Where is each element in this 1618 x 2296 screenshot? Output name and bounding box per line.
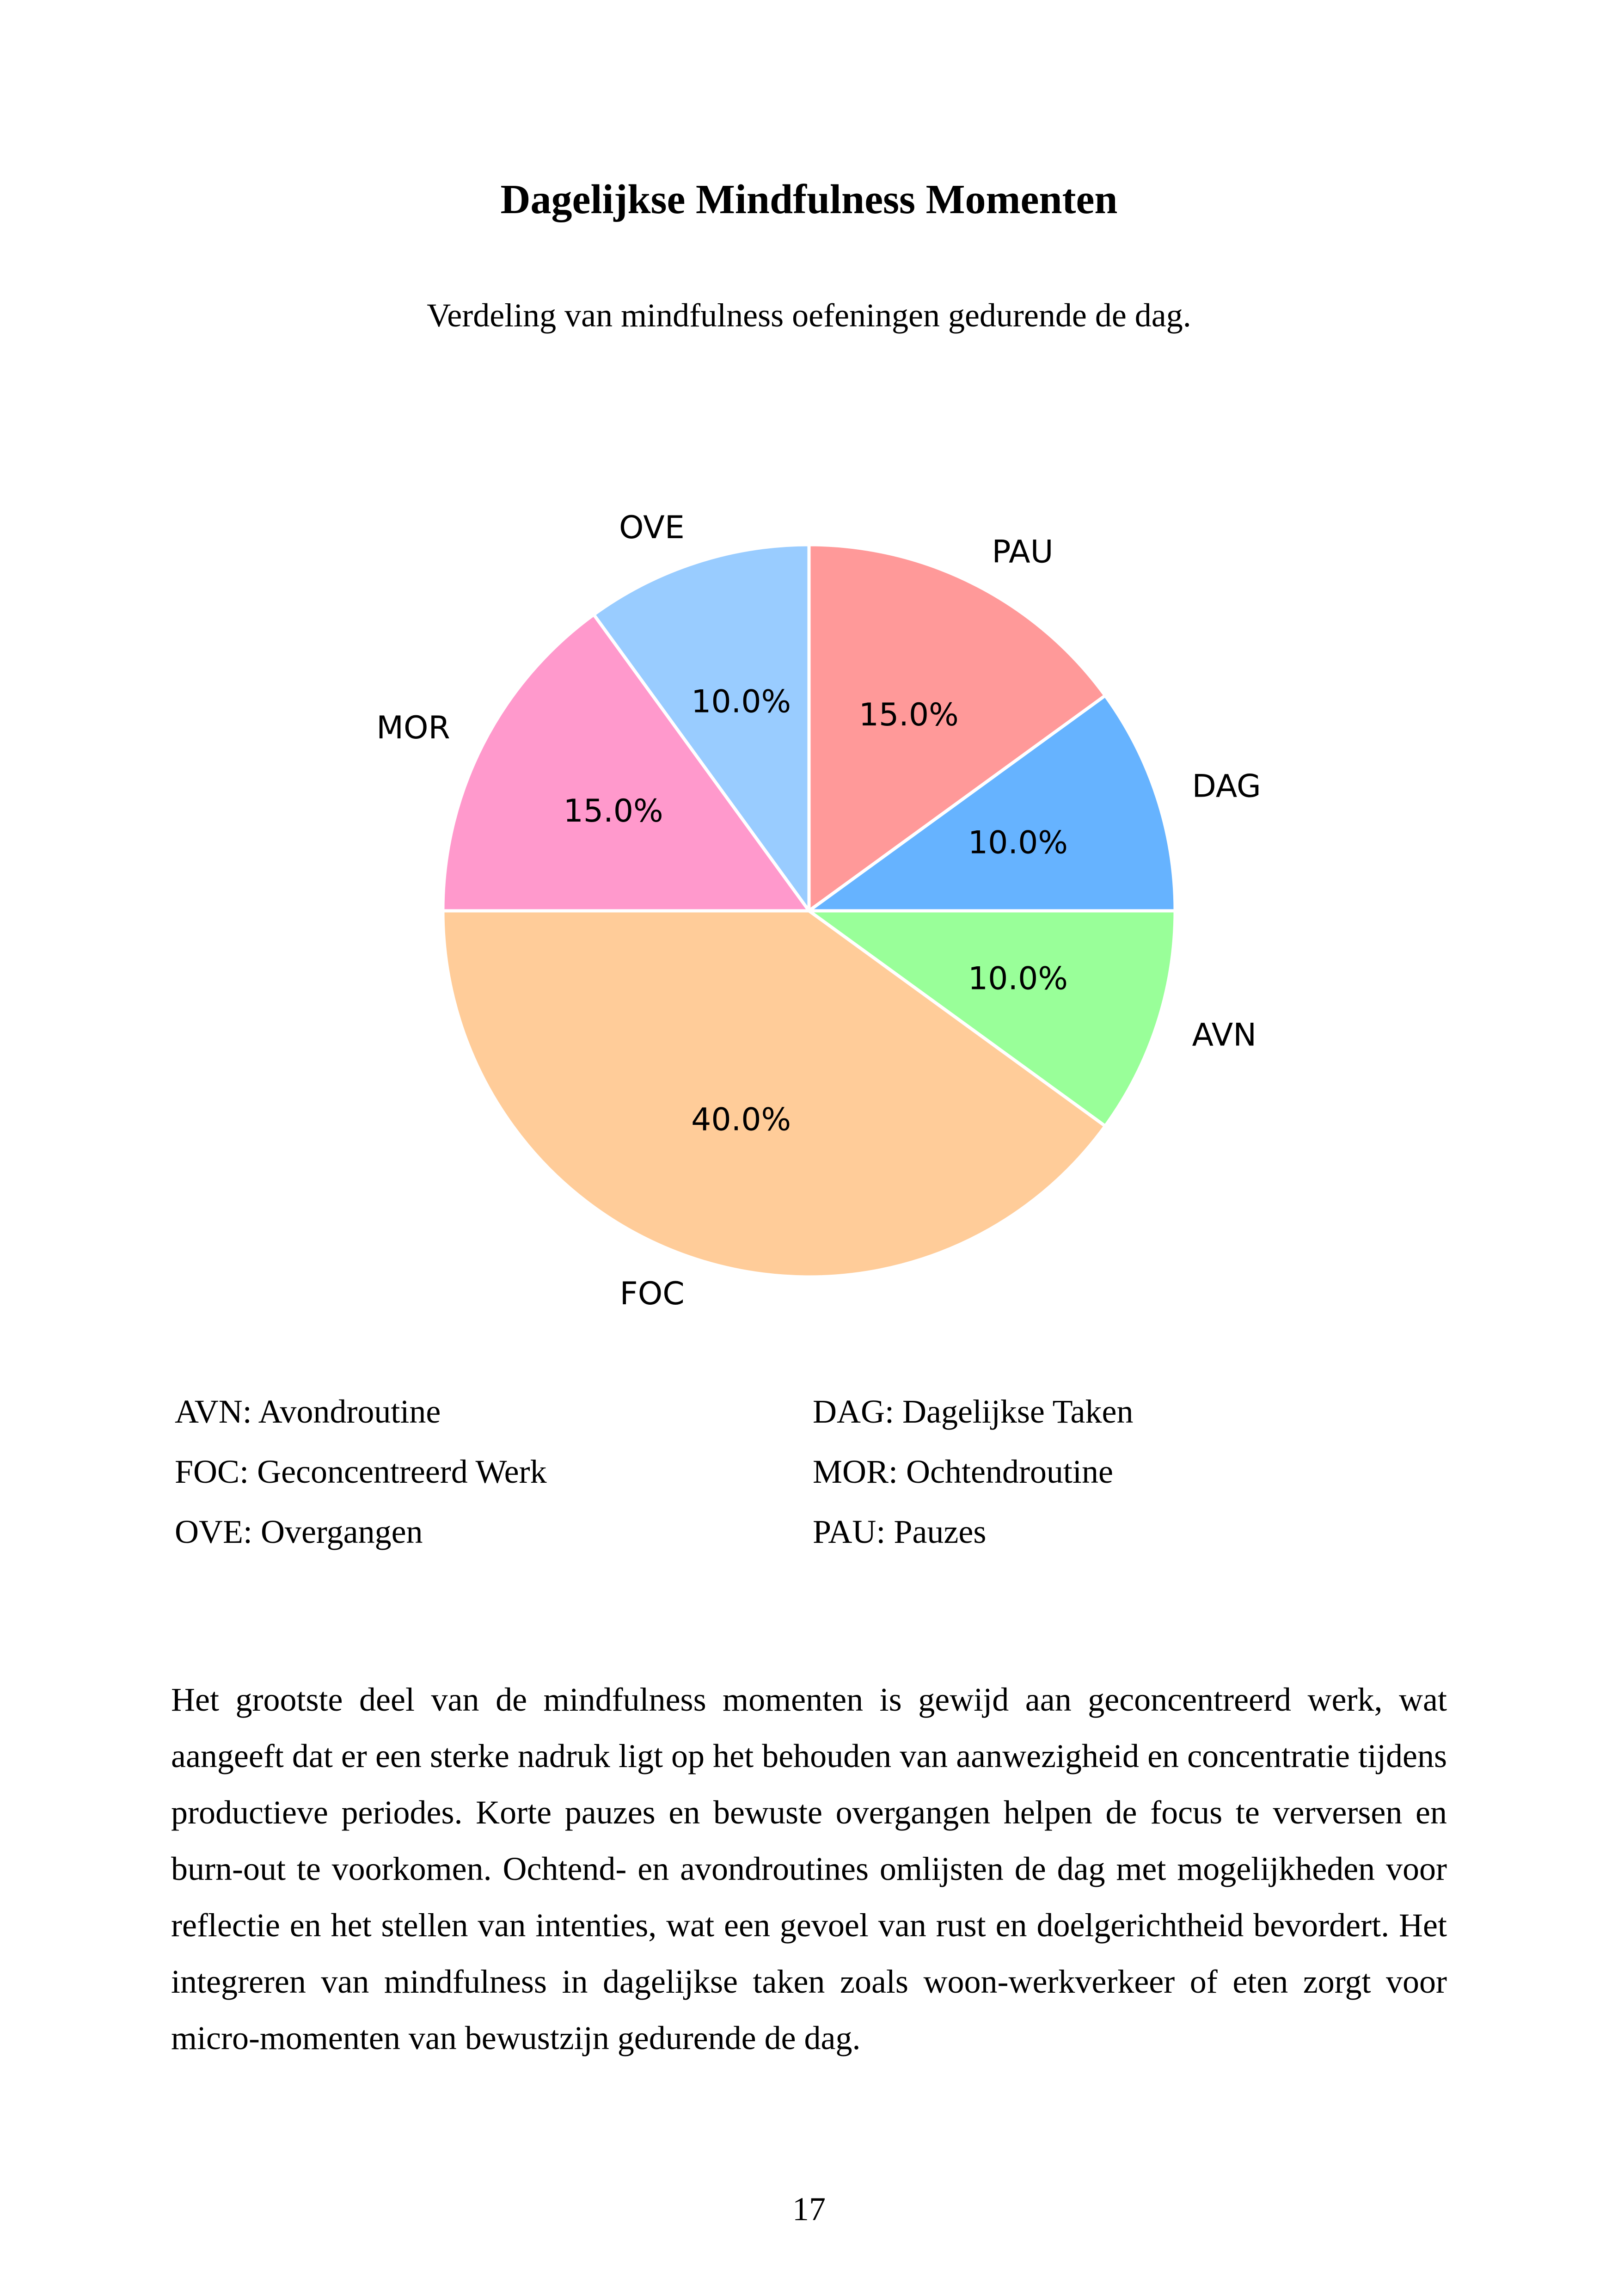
pie-label-dag: DAG — [1192, 768, 1261, 805]
page-title: Dagelijkse Mindfulness Momenten — [500, 177, 1118, 222]
pie-label-avn: AVN — [1192, 1017, 1257, 1054]
legend-item-avn: AVN: Avondroutine — [175, 1393, 441, 1430]
pie-label-foc: FOC — [619, 1276, 685, 1313]
pie-pct-label-mor: 15.0% — [563, 792, 663, 829]
pie-label-mor: MOR — [376, 709, 450, 746]
pie-pct-label-ove: 10.0% — [691, 683, 791, 720]
pie-pct-label-foc: 40.0% — [691, 1101, 791, 1138]
pie-pct-label-pau: 15.0% — [858, 697, 959, 734]
pie-label-ove: OVE — [619, 509, 685, 546]
legend-item-dag: DAG: Dagelijkse Taken — [813, 1393, 1134, 1430]
page-number: 17 — [792, 2191, 826, 2228]
pie-pct-label-avn: 10.0% — [968, 960, 1068, 997]
pie-pct-label-dag: 10.0% — [968, 824, 1068, 861]
legend-item-foc: FOC: Geconcentreerd Werk — [175, 1453, 547, 1490]
chart-subtitle: Verdeling van mindfulness oefeningen gedurende de dag. — [427, 297, 1191, 334]
body-paragraph: Het grootste deel van de mindfulness momenten is gewijd aan geconcentreerd werk, wat aangeeft dat er een sterke nadruk ligt op het behouden van aanwezigheid en concentratie tijdens productieve periodes. Korte pauzes en bewuste overgangen helpen de focus te verversen en burn-out te voorkomen. Ochtend- en avondroutines omlijsten de dag met mogelijkheden voor reflectie en het stellen van intenties, wat een gevoel van rust en doelgerichtheid bevordert. Het integreren van mindfulness in dagelijkse taken zoals woon-werkverkeer of eten zorgt voor micro-momenten van bewustzijn gedurende de dag. — [171, 1681, 1447, 2057]
legend-item-ove: OVE: Overgangen — [175, 1513, 423, 1550]
pie-label-pau: PAU — [992, 534, 1054, 571]
legend-item-pau: PAU: Pauzes — [813, 1513, 987, 1550]
legend-item-mor: MOR: Ochtendroutine — [813, 1453, 1113, 1490]
